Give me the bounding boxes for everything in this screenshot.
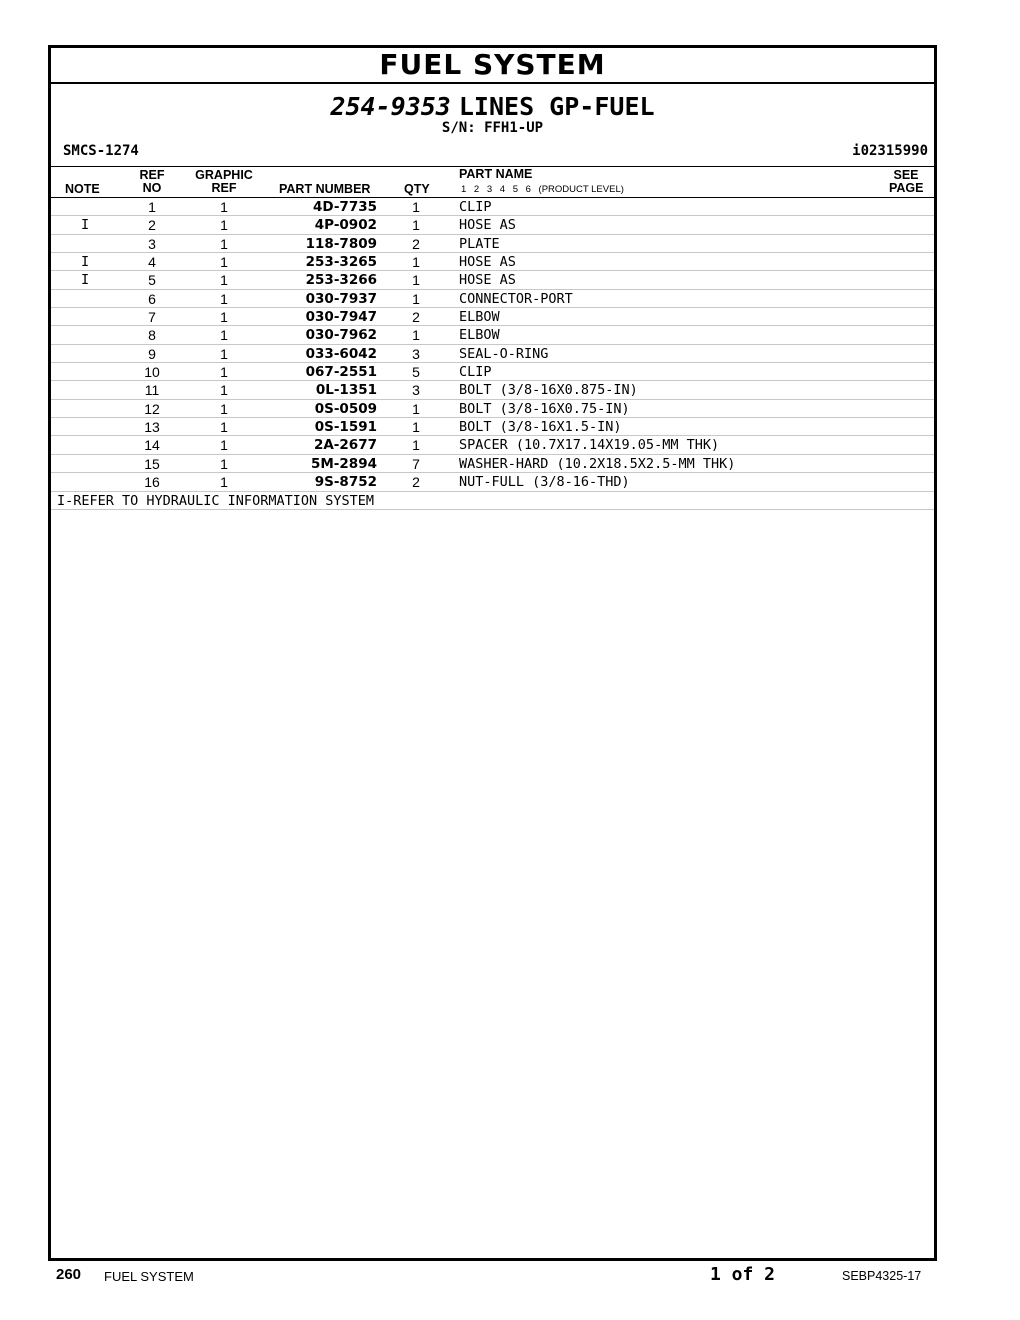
part-name-cell: CLIP bbox=[459, 364, 492, 381]
qty-cell: 1 bbox=[412, 419, 420, 436]
graphic-ref-cell: 1 bbox=[220, 254, 228, 271]
qty-cell: 1 bbox=[412, 437, 420, 454]
part-name-cell: HOSE AS bbox=[459, 254, 516, 271]
table-row bbox=[51, 198, 934, 216]
note-cell: I bbox=[81, 217, 90, 234]
footnote-text: I-REFER TO HYDRAULIC INFORMATION SYSTEM bbox=[57, 492, 374, 509]
qty-cell: 3 bbox=[412, 382, 420, 399]
part-number-cell: 253-3265 bbox=[305, 254, 377, 271]
part-name-cell: BOLT (3/8-16X0.75-IN) bbox=[459, 400, 630, 417]
table-row bbox=[51, 235, 934, 253]
table-row bbox=[51, 363, 934, 381]
footer-doc-id: SEBP4325-17 bbox=[842, 1269, 922, 1283]
graphic-ref-cell: 1 bbox=[220, 474, 228, 491]
table-row bbox=[51, 271, 934, 289]
part-number-cell: 030-7962 bbox=[305, 327, 377, 344]
ref-no-cell: 16 bbox=[144, 474, 160, 491]
ref-no-cell: 6 bbox=[148, 290, 156, 307]
group-name: LINES GP-FUEL bbox=[458, 92, 655, 121]
qty-cell: 1 bbox=[412, 254, 420, 271]
part-name-cell: PLATE bbox=[459, 235, 500, 252]
part-name-cell: NUT-FULL (3/8-16-THD) bbox=[459, 474, 630, 491]
qty-cell: 1 bbox=[412, 272, 420, 289]
ref-no-cell: 9 bbox=[148, 345, 156, 362]
ref-no-cell: 8 bbox=[148, 327, 156, 344]
part-number-cell: 0S-0509 bbox=[314, 400, 377, 417]
footer-sheet: 1 of 2 bbox=[710, 1264, 776, 1285]
graphic-ref-cell: 1 bbox=[220, 235, 228, 252]
qty-cell: 3 bbox=[412, 345, 420, 362]
qty-cell: 1 bbox=[412, 217, 420, 234]
graphic-ref-cell: 1 bbox=[220, 419, 228, 436]
part-number-cell: 4P-0902 bbox=[314, 217, 377, 234]
ref-no-cell: 7 bbox=[148, 309, 156, 326]
header-product-levels bbox=[461, 184, 624, 195]
header-level-numbers: 1 2 3 4 5 6 bbox=[461, 184, 531, 195]
table-row bbox=[51, 253, 934, 271]
ref-no-cell: 1 bbox=[148, 199, 156, 215]
header-qty: QTY bbox=[404, 182, 430, 196]
part-name-cell: SEAL-O-RING bbox=[459, 345, 549, 362]
footer-page-number: 260 bbox=[56, 1266, 82, 1283]
smcs-code: SMCS-1274 bbox=[63, 143, 139, 159]
part-name-cell: SPACER (10.7X17.14X19.05-MM THK) bbox=[459, 437, 720, 454]
smcs-row bbox=[51, 140, 934, 167]
qty-cell: 1 bbox=[412, 290, 420, 307]
qty-cell: 5 bbox=[412, 364, 420, 381]
note-cell: I bbox=[81, 254, 90, 271]
header-ref-line1: REF bbox=[139, 168, 165, 182]
table-row bbox=[51, 473, 934, 491]
table-row bbox=[51, 308, 934, 326]
header-ref-line2: NO bbox=[142, 181, 162, 195]
part-name-cell: WASHER-HARD (10.2X18.5X2.5-MM THK) bbox=[459, 455, 736, 472]
header-note: NOTE bbox=[65, 182, 100, 196]
header-gref-line1: GRAPHIC bbox=[195, 168, 253, 182]
header-part-name: PART NAME bbox=[459, 167, 533, 181]
header-ref-no bbox=[139, 169, 165, 195]
part-name-cell: BOLT (3/8-16X0.875-IN) bbox=[459, 382, 638, 399]
part-number-cell: 067-2551 bbox=[305, 364, 377, 381]
part-number-cell: 2A-2677 bbox=[313, 437, 377, 454]
part-name-cell: CONNECTOR-PORT bbox=[459, 290, 573, 307]
qty-cell: 1 bbox=[412, 199, 420, 215]
part-number-cell: 253-3266 bbox=[305, 272, 377, 289]
ref-no-cell: 12 bbox=[144, 400, 160, 417]
ref-no-cell: 15 bbox=[144, 455, 160, 472]
part-name-cell: HOSE AS bbox=[459, 217, 516, 234]
qty-cell: 7 bbox=[412, 455, 420, 472]
part-name-cell: BOLT (3/8-16X1.5-IN) bbox=[459, 419, 622, 436]
serial-number: S/N: FFH1-UP bbox=[441, 120, 544, 136]
graphic-ref-cell: 1 bbox=[220, 364, 228, 381]
header-see-line2: PAGE bbox=[889, 181, 924, 195]
part-number-cell: 0L-1351 bbox=[315, 382, 377, 399]
header-graphic-ref bbox=[192, 169, 256, 195]
qty-cell: 2 bbox=[412, 309, 420, 326]
part-number-cell: 118-7809 bbox=[305, 235, 377, 252]
table-row bbox=[51, 381, 934, 399]
part-number-cell: 030-7947 bbox=[305, 309, 377, 326]
qty-cell: 1 bbox=[412, 327, 420, 344]
part-number-cell: 033-6042 bbox=[305, 345, 377, 362]
header-product-level-label: (PRODUCT LEVEL) bbox=[538, 184, 624, 195]
group-title bbox=[51, 92, 934, 122]
table-row bbox=[51, 455, 934, 473]
illustration-id: i02315990 bbox=[852, 143, 928, 159]
page-frame bbox=[48, 45, 937, 1261]
header-see-page bbox=[889, 169, 923, 195]
ref-no-cell: 3 bbox=[148, 235, 156, 252]
header-gref-line2: REF bbox=[211, 181, 237, 195]
graphic-ref-cell: 1 bbox=[220, 400, 228, 417]
table-row bbox=[51, 400, 934, 418]
header-part-number: PART NUMBER bbox=[279, 182, 371, 196]
part-name-cell: HOSE AS bbox=[459, 272, 516, 289]
graphic-ref-cell: 1 bbox=[220, 290, 228, 307]
graphic-ref-cell: 1 bbox=[220, 309, 228, 326]
ref-no-cell: 5 bbox=[148, 272, 156, 289]
part-number-cell: 5M-2894 bbox=[310, 455, 377, 472]
graphic-ref-cell: 1 bbox=[220, 217, 228, 234]
footer-section: FUEL SYSTEM bbox=[104, 1269, 194, 1284]
ref-no-cell: 10 bbox=[144, 364, 160, 381]
table-row bbox=[51, 345, 934, 363]
graphic-ref-cell: 1 bbox=[220, 199, 228, 215]
table-row bbox=[51, 436, 934, 454]
part-name-cell: CLIP bbox=[459, 199, 492, 215]
graphic-ref-cell: 1 bbox=[220, 382, 228, 399]
part-number-cell: 4D-7735 bbox=[312, 199, 377, 215]
section-title: FUEL SYSTEM bbox=[51, 48, 934, 84]
qty-cell: 2 bbox=[412, 235, 420, 252]
graphic-ref-cell: 1 bbox=[220, 345, 228, 362]
ref-no-cell: 13 bbox=[144, 419, 160, 436]
group-part-number: 254-9353 bbox=[330, 92, 451, 121]
table-row bbox=[51, 216, 934, 234]
parts-table-body bbox=[51, 198, 934, 492]
ref-no-cell: 4 bbox=[148, 254, 156, 271]
note-cell: I bbox=[81, 272, 90, 289]
part-number-cell: 030-7937 bbox=[305, 290, 377, 307]
graphic-ref-cell: 1 bbox=[220, 272, 228, 289]
ref-no-cell: 2 bbox=[148, 217, 156, 234]
part-name-cell: ELBOW bbox=[459, 327, 500, 344]
graphic-ref-cell: 1 bbox=[220, 437, 228, 454]
table-row bbox=[51, 418, 934, 436]
part-number-cell: 0S-1591 bbox=[314, 419, 377, 436]
qty-cell: 1 bbox=[412, 400, 420, 417]
graphic-ref-cell: 1 bbox=[220, 327, 228, 344]
table-row bbox=[51, 326, 934, 344]
table-header bbox=[51, 167, 934, 198]
ref-no-cell: 11 bbox=[144, 382, 160, 399]
part-name-cell: ELBOW bbox=[459, 309, 500, 326]
table-row bbox=[51, 290, 934, 308]
qty-cell: 2 bbox=[412, 474, 420, 491]
graphic-ref-cell: 1 bbox=[220, 455, 228, 472]
footnote-row bbox=[51, 492, 934, 510]
part-number-cell: 9S-8752 bbox=[314, 474, 377, 491]
ref-no-cell: 14 bbox=[144, 437, 160, 454]
header-see-line1: SEE bbox=[893, 168, 919, 182]
